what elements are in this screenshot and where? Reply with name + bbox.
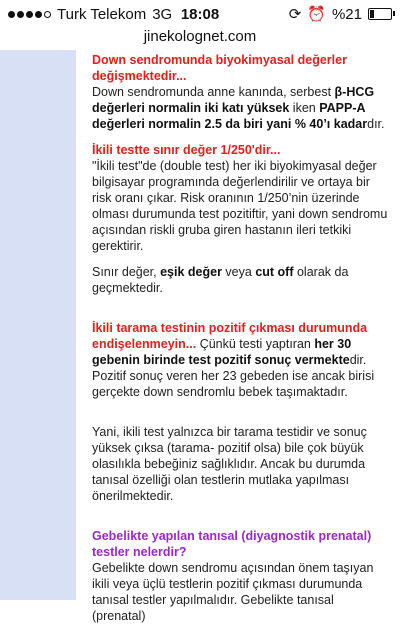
section-2b-text-2: veya — [221, 265, 256, 279]
section-1-bold-1: β-HCG değerleri normalin iki katı yüksek — [92, 85, 375, 115]
status-left — [8, 6, 172, 23]
battery-percent: %21 — [331, 5, 362, 23]
section-3-text: Çünkü testi yaptıran — [196, 337, 315, 351]
section-1 — [92, 52, 388, 132]
clock: 18:08 — [180, 5, 220, 23]
section-5-text: Gebelikte down sendromu açısından önem taşıyan ikili veya üçlü testlerin pozitif çıkması durumunda tanısal testler yapılmalıdır. Gebelikte tanısal (prenatal) — [92, 561, 374, 623]
section-3-text-2: dir. Pozitif sonuç veren her 23 gebeden ise ancak birisi gerçekte down sendromlu bebek taşımaktadır. — [92, 353, 375, 399]
url-text: jinekolognet.com — [143, 28, 257, 45]
section-3 — [92, 320, 388, 400]
section-5 — [92, 528, 388, 624]
status-right — [289, 5, 392, 23]
section-1-text-2: iken — [289, 101, 320, 115]
battery-icon — [368, 8, 392, 20]
alarm-icon: ⏰ — [307, 6, 326, 23]
section-2b-bold-1: eşik değer — [160, 265, 222, 279]
section-4 — [92, 424, 388, 504]
left-sidebar — [0, 50, 76, 600]
url-bar[interactable] — [0, 28, 400, 50]
section-5-heading: Gebelikte yapılan tanısal (diyagnostik prenatal) testler nelerdir? — [92, 529, 372, 559]
carrier-name: Turk Telekom — [57, 5, 147, 23]
section-2b-text-3: olarak da geçmektedir. — [92, 265, 349, 295]
section-2 — [92, 142, 388, 254]
section-1-bold-2: PAPP-A değerleri normalin 2.5 da biri yani % 40’ı kadar — [92, 101, 368, 131]
article-content — [92, 52, 388, 623]
signal-dots-icon — [8, 11, 51, 18]
section-2b — [92, 264, 388, 296]
section-2-heading: İkili testte sınır değer 1/250'dir... — [92, 143, 281, 157]
section-2-text: "İkili test"de (double test) her iki biyokimyasal değer bilgisayar programında değerlendirilir ve ortaya bir risk oranı çıkar. Risk oranının 1/250’nin üzerinde olması durumunda test pozitiftir, yani down sendromu açısından riskli gruba giren hastanın ileri tetkiki gerektirir. — [92, 159, 388, 253]
section-3-bold: her 30 gebenin birinde test pozitif sonuç vermekte — [92, 337, 352, 367]
network-type: 3G — [152, 5, 173, 23]
section-2b-text: Sınır değer, — [92, 265, 161, 279]
section-1-heading: Down sendromunda biyokimyasal değerler değişmektedir... — [92, 53, 347, 83]
section-1-text: Down sendromunda anne kanında, serbest — [92, 85, 335, 99]
section-3-heading: İkili tarama testinin pozitif çıkması durumunda endişelenmeyin... — [92, 321, 368, 351]
status-bar — [0, 0, 400, 28]
rotation-lock-icon: ⟳ — [288, 6, 302, 23]
section-4-text: Yani, ikili test yalnızca bir tarama testidir ve sonuç yüksek çıksa (tarama- pozitif olsa) bile çok büyük olasılıkla bebeğiniz sağlıklıdır. Ancak bu durumda tanısal özelliği olan testlerin mutlaka yapılması önerilmektedir. — [92, 425, 367, 503]
section-1-text-3: dır. — [367, 117, 385, 131]
section-2b-bold-2: cut off — [255, 265, 294, 279]
